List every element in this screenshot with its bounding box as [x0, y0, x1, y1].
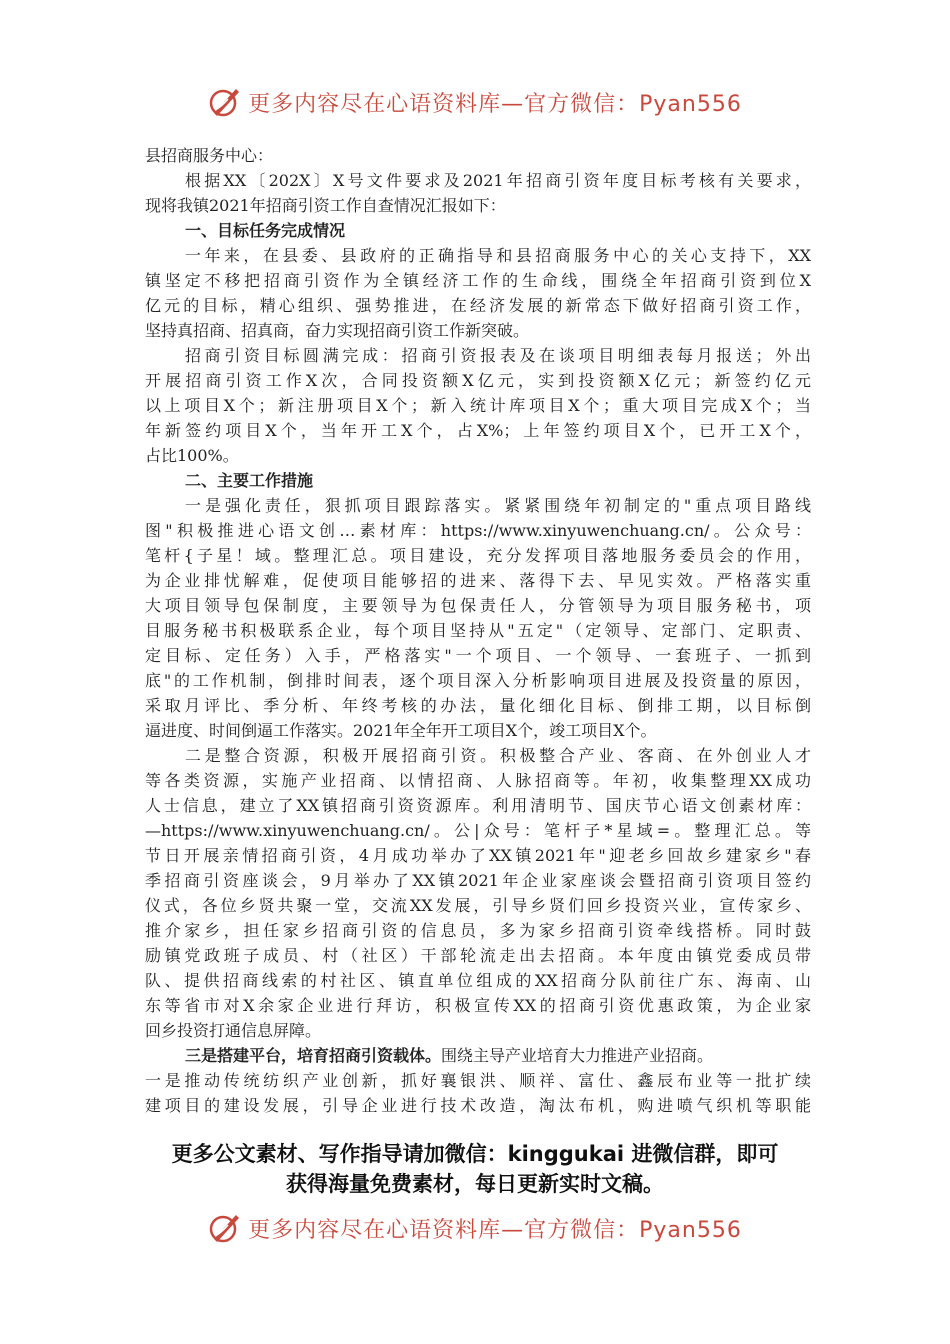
section-heading: 一、目标任务完成情况	[185, 221, 346, 240]
paragraph-line: 采取月评比、季分析、年终考核的办法，量化细化目标、倒排工期，以目标倒	[145, 696, 811, 715]
lead-rest: 围绕主导产业培育大力推进产业招商。	[441, 1046, 714, 1065]
paragraph-line: 二是整合资源，积极开展招商引资。积极整合产业、客商、在外创业人才	[185, 746, 811, 765]
paragraph-line: 镇坚定不移把招商引资作为全镇经济工作的生命线，围绕全年招商引资到位X	[145, 271, 811, 290]
salutation: 县招商服务中心：	[145, 146, 274, 165]
paragraph-line: 逼进度、时间倒逼工作落实。2021年全年开工项目X个，竣工项目X个。	[145, 721, 657, 740]
paragraph-line: 人士信息，建立了XX镇招商引资资源库。利用清明节、国庆节心语文创素材库：	[145, 796, 811, 815]
paragraph-line: 年新签约项目X个，当年开工X个，占X%；上年签约项目X个，已开工X个，	[145, 421, 811, 440]
paragraph-line: 笔杆{子星！域。整理汇总。项目建设，充分发挥项目落地服务委员会的作用，	[145, 546, 811, 565]
paragraph-line: 为企业排忧解难，促使项目能够招的进来、落得下去、早见实效。严格落实重	[145, 571, 811, 590]
paragraph-line: 大项目领导包保制度，主要领导为包保责任人，分管领导为项目服务秘书，项	[145, 596, 811, 615]
intro-line: 现将我镇2021年招商引资工作自查情况汇报如下：	[145, 196, 506, 215]
paragraph-line: 一年来，在县委、县政府的正确指导和县招商服务中心的关心支持下，XX	[185, 246, 811, 265]
paragraph-line: 目服务秘书积极联系企业，每个项目坚持从"五定"（定领导、定部门、定职责、	[145, 621, 811, 640]
paragraph-line: 一是强化责任，狠抓项目跟踪落实。紧紧围绕年初制定的"重点项目路线	[185, 496, 811, 515]
paragraph-line: 等各类资源，实施产业招商、以情招商、人脉招商等。年初，收集整理XX成功	[145, 771, 811, 790]
paragraph-line: 建项目的建设发展，引导企业进行技术改造，淘汰布机，购进喷气织机等职能	[145, 1096, 811, 1115]
paragraph-line: 占比100%。	[145, 446, 239, 465]
promo-line: 更多公文素材、写作指导请加微信：kinggukai 进微信群，即可	[171, 1142, 779, 1166]
paragraph-line	[145, 1043, 811, 1068]
paragraph-line: 亿元的目标，精心组织、强势推进，在经济发展的新常态下做好招商引资工作，	[145, 296, 811, 315]
intro-line: 根据XX〔202X〕X号文件要求及2021年招商引资年度目标考核有关要求，	[185, 171, 811, 190]
banner-text: 更多内容尽在心语资料库—官方微信：Pyan556	[248, 91, 742, 117]
paragraph-line: 队、提供招商线索的村社区、镇直单位组成的XX招商分队前往广东、海南、山	[145, 971, 811, 990]
bold-lead: 三是搭建平台，培育招商引资载体。	[185, 1046, 442, 1065]
paragraph-line: 节日开展亲情招商引资，4月成功举办了XX镇2021年"迎老乡回故乡建家乡"春	[145, 846, 811, 865]
paragraph-line: 一是推动传统纺织产业创新，抓好襄银洪、顺祥、富仕、鑫辰布业等一批扩续	[145, 1071, 811, 1090]
paragraph-line: 仪式，各位乡贤共聚一堂，交流XX发展，引导乡贤们回乡投资兴业，宣传家乡、	[145, 896, 811, 915]
paragraph-line: 坚持真招商、招真商，奋力实现招商引资工作新突破。	[145, 321, 530, 340]
paragraph-line: 底"的工作机制，倒排时间表，逐个项目深入分析影响项目进展及投资量的原因，	[145, 671, 811, 690]
top-banner	[0, 82, 950, 122]
paragraph-line: 励镇党政班子成员、村（社区）干部轮流走出去招商。本年度由镇党委成员带	[145, 946, 811, 965]
pen-logo-icon	[208, 85, 242, 119]
banner-text: 更多内容尽在心语资料库—官方微信：Pyan556	[248, 1217, 742, 1243]
paragraph-line: 季招商引资座谈会，9月举办了XX镇2021年企业家座谈会暨招商引资项目签约	[145, 871, 811, 890]
paragraph-line: 东等省市对X余家企业进行拜访，积极宣传XX的招商引资优惠政策，为企业家	[145, 996, 811, 1015]
paragraph-line: 招商引资目标圆满完成：招商引资报表及在谈项目明细表每月报送；外出	[185, 346, 811, 365]
bottom-banner	[0, 1208, 950, 1248]
pen-logo-icon	[208, 1211, 242, 1245]
paragraph-line: 开展招商引资工作X次，合同投资额X亿元，实到投资额X亿元；新签约亿元	[145, 371, 811, 390]
paragraph-line: —https://www.xinyuwenchuang.cn/。公|众号：笔杆子*星域=。整理汇总。等	[145, 821, 811, 840]
paragraph-line: 推介家乡，担任家乡招商引资的信息员，多为家乡招商引资牵线搭桥。同时鼓	[145, 921, 811, 940]
promo-line: 获得海量免费素材，每日更新实时文稿。	[286, 1172, 664, 1196]
paragraph-line: 以上项目X个；新注册项目X个；新入统计库项目X个；重大项目完成X个；当	[145, 396, 811, 415]
paragraph-line: 定目标、定任务）入手，严格落实"一个项目、一个领导、一套班子、一抓到	[145, 646, 811, 665]
document-body	[145, 143, 811, 1118]
section-heading: 二、主要工作措施	[185, 471, 314, 490]
paragraph-line: 图"积极推进心语文创…素材库：https://www.xinyuwenchuang.cn/。公众号：	[145, 521, 811, 540]
paragraph-line: 回乡投资打通信息屏障。	[145, 1021, 322, 1040]
